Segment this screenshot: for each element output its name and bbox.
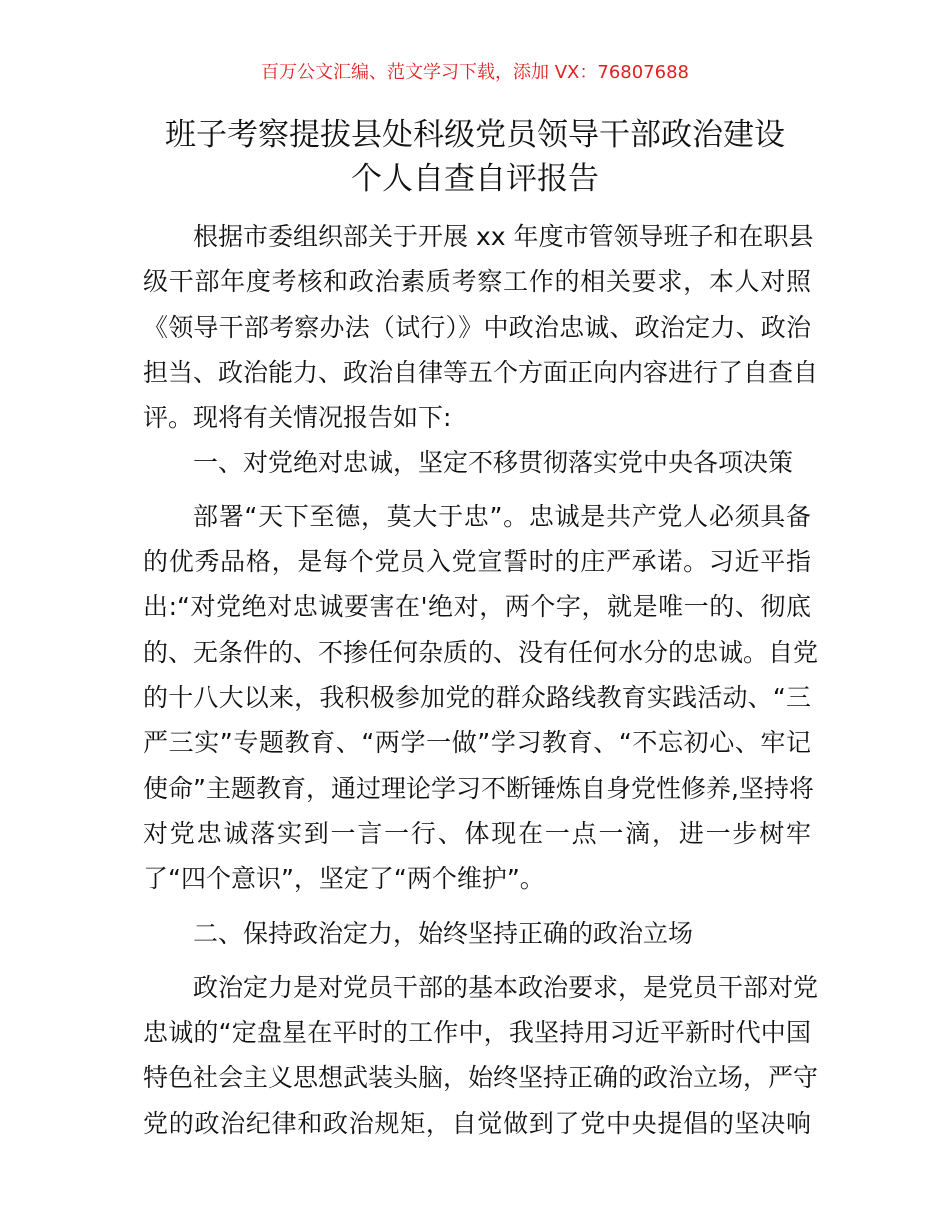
title-line-1: 班子考察提拔县处科级党员领导干部政治建设 — [165, 117, 785, 153]
text-line: 部署“天下至德，莫大于忠”。忠诚是共产党人必须具备 — [193, 501, 811, 531]
text-line: 出:“对党绝对忠诚要害在'绝对，两个字，就是唯一的、彻底 — [143, 592, 811, 622]
text-line: 政治定力是对党员干部的基本政治要求，是党员干部对党 — [193, 972, 819, 1002]
text-line: 对党忠诚落实到一言一行、体现在一点一滴，进一步树牢 — [143, 818, 811, 848]
text-line: 级干部年度考核和政治素质考察工作的相关要求，本人对照 — [143, 267, 811, 297]
paragraph-intro — [143, 214, 819, 440]
paragraph-political-resolve — [143, 965, 819, 1146]
heading-line: 二、保持政治定力，始终坚持正确的政治立场 — [193, 919, 694, 949]
paragraph-loyalty — [143, 494, 819, 902]
text-line: 使命”主题教育，通过理论学习不断锤炼自身党性修养,坚持将 — [143, 773, 814, 803]
text-line: 《领导干部考察办法（试行）》中政治忠诚、政治定力、政治 — [143, 312, 811, 342]
text-line: 特色社会主义思想武装头脑，始终坚持正确的政治立场，严守 — [143, 1063, 819, 1093]
section-heading-1 — [143, 440, 811, 485]
text-line: 忠诚的“定盘星在平时的工作中，我坚持用习近平新时代中国 — [143, 1018, 811, 1048]
document-body — [143, 214, 819, 1146]
text-line: 的十八大以来，我积极参加党的群众路线教育实践活动、“三 — [143, 682, 811, 712]
title-line-2: 个人自查自评报告 — [351, 161, 599, 197]
section-heading-2 — [143, 911, 811, 956]
document-title — [0, 113, 950, 201]
text-line: 了“四个意识”，坚定了“两个维护”。 — [143, 864, 545, 894]
heading-line: 一、对党绝对忠诚，坚定不移贯彻落实党中央各项决策 — [193, 448, 794, 478]
watermark-header: 百万公文汇编、范文学习下载，添加 VX：76807688 — [261, 62, 689, 83]
text-line: 评。现将有关情况报告如下: — [143, 403, 452, 433]
text-line: 的优秀品格，是每个党员入党宣誓时的庄严承诺。习近平指 — [143, 547, 811, 577]
text-line: 的、无条件的、不掺任何杂质的、没有任何水分的忠诚。自党 — [143, 637, 819, 667]
text-line: 党的政治纪律和政治规矩，自觉做到了党中央提倡的坚决响 — [143, 1108, 811, 1138]
text-line: 严三实”专题教育、“两学一做”学习教育、“不忘初心、牢记 — [143, 728, 811, 758]
text-line: 担当、政治能力、政治自律等五个方面正向内容进行了自查自 — [143, 357, 819, 387]
text-line: 根据市委组织部关于开展 xx 年度市管领导班子和在职县 — [193, 222, 814, 251]
